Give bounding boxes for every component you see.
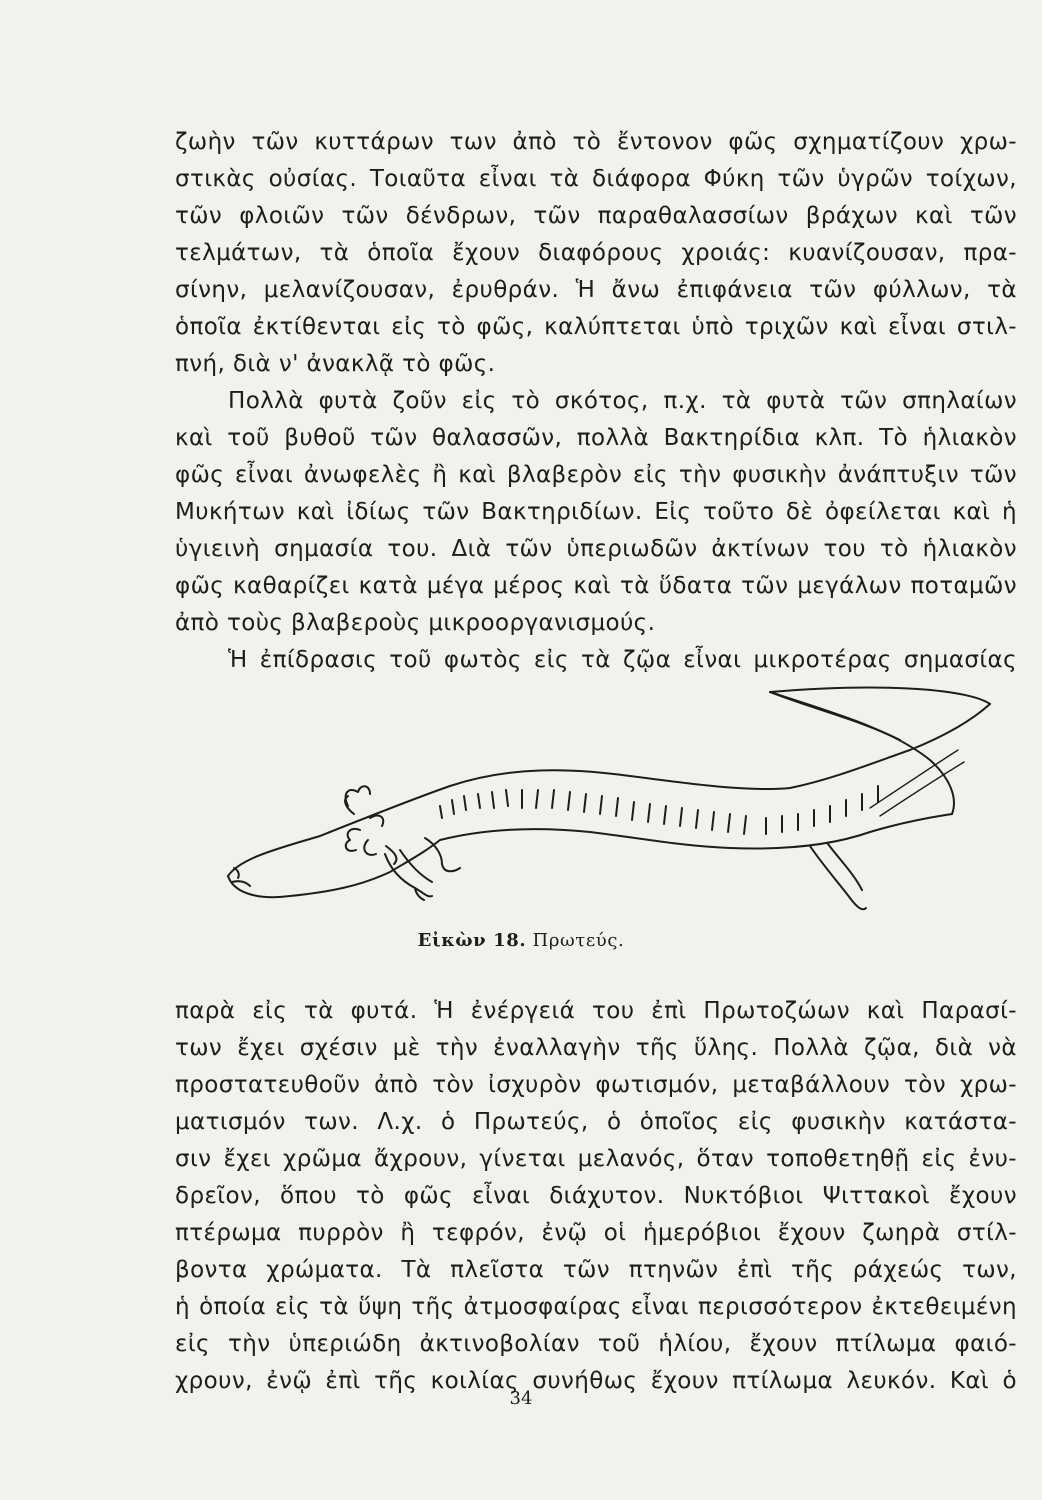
text-line: φῶς εἶναι ἀνωφελὲς ἢ καὶ βλαβερὸν εἰς τὴν φυσικὴν ἀνάπτυξιν τῶν [175,462,1017,488]
figure-caption-text: Πρωτεύς. [532,930,625,951]
text-line: προστατευθοῦν ἀπὸ τὸν ἰσχυρὸν φωτισμόν, μεταβάλλουν τὸν χρω- [175,1072,1017,1098]
text-line: ὑγιεινὴ σημασία του. Διὰ τῶν ὑπεριωδῶν ἀκτίνων του τὸ ἡλιακὸν [175,536,1017,562]
page-number: 34 [509,1388,533,1409]
figure-caption-number: Εἰκὼν 18. [417,930,527,951]
text-line: χρουν, ἐνῷ ἐπὶ τῆς κοιλίας συνήθως ἔχουν πτίλωμα λευκόν. Καὶ ὁ [175,1368,1017,1394]
text-line: πνή, διὰ ν' ἀνακλᾷ τὸ φῶς. [175,351,496,377]
text-block-bottom [175,993,1017,1400]
text-line: σίνην, μελανίζουσαν, ἐρυθράν. Ἡ ἄνω ἐπιφάνεια τῶν φύλλων, τὰ [175,277,1017,303]
text-line: Ἡ ἐπίδρασις τοῦ φωτὸς εἰς τὰ ζῷα εἶναι μικροτέρας σημασίας [228,647,1017,673]
text-line: φῶς καθαρίζει κατὰ μέγα μέρος καὶ τὰ ὕδατα τῶν μεγάλων ποταμῶν [175,573,1017,599]
text-line: εἰς τὴν ὑπεριώδη ἀκτινοβολίαν τοῦ ἡλίου, ἔχουν πτίλωμα φαιό- [175,1331,1017,1357]
text-line: παρὰ εἰς τὰ φυτά. Ἡ ἐνέργειά του ἐπὶ Πρωτοζώων καὶ Παρασί- [175,998,1017,1024]
text-block-top [175,124,1017,679]
text-line: σιν ἔχει χρῶμα ἄχρουν, γίνεται μελανός, ὅταν τοποθετηθῇ εἰς ἐνυ- [175,1146,1017,1172]
figure-caption [0,930,1042,951]
text-line: πτέρωμα πυρρὸν ἢ τεφρόν, ἐνῷ οἱ ἡμερόβιοι ἔχουν ζωηρὰ στίλ- [175,1220,1017,1246]
text-line: ζωὴν τῶν κυττάρων των ἀπὸ τὸ ἔντονον φῶς σχηματίζουν χρω- [175,129,1017,155]
text-line: δρεῖον, ὅπου τὸ φῶς εἶναι διάχυτον. Νυκτόβιοι Ψιττακοὶ ἔχουν [175,1183,1017,1209]
text-line: βοντα χρώματα. Τὰ πλεῖστα τῶν πτηνῶν ἐπὶ τῆς ράχεώς των, [175,1257,1017,1283]
text-line: καὶ τοῦ βυθοῦ τῶν θαλασσῶν, πολλὰ Βακτηρίδια κλπ. Τὸ ἡλιακὸν [175,425,1017,451]
text-line: Πολλὰ φυτὰ ζοῦν εἰς τὸ σκότος, π.χ. τὰ φυτὰ τῶν σπηλαίων [228,388,1017,414]
text-line: ὁποῖα ἐκτίθενται εἰς τὸ φῶς, καλύπτεται ὑπὸ τριχῶν καὶ εἶναι στιλ- [175,314,1017,340]
text-line: ἀπὸ τοὺς βλαβεροὺς μικροοργανισμούς. [175,610,656,636]
text-line: Μυκήτων καὶ ἰδίως τῶν Βακτηριδίων. Εἰς τοῦτο δὲ ὀφείλεται καὶ ἡ [175,499,1017,525]
text-line: ἡ ὁποία εἰς τὰ ὕψη τῆς ἀτμοσφαίρας εἶναι περισσότερον ἐκτεθειμένη [175,1294,1017,1320]
proteus-illustration [210,668,1020,930]
text-line: τελμάτων, τὰ ὁποῖα ἔχουν διαφόρους χροιάς: κυανίζουσαν, πρα- [175,240,1017,266]
text-line: στικὰς οὐσίας. Τοιαῦτα εἶναι τὰ διάφορα Φύκη τῶν ὑγρῶν τοίχων, [175,166,1017,192]
text-line: των ἔχει σχέσιν μὲ τὴν ἐναλλαγὴν τῆς ὕλης. Πολλὰ ζῷα, διὰ νὰ [175,1035,1017,1061]
text-line: ματισμόν των. Λ.χ. ὁ Πρωτεύς, ὁ ὁποῖος εἰς φυσικὴν κατάστα- [175,1109,1017,1135]
text-line: τῶν φλοιῶν τῶν δένδρων, τῶν παραθαλασσίων βράχων καὶ τῶν [175,203,1017,229]
